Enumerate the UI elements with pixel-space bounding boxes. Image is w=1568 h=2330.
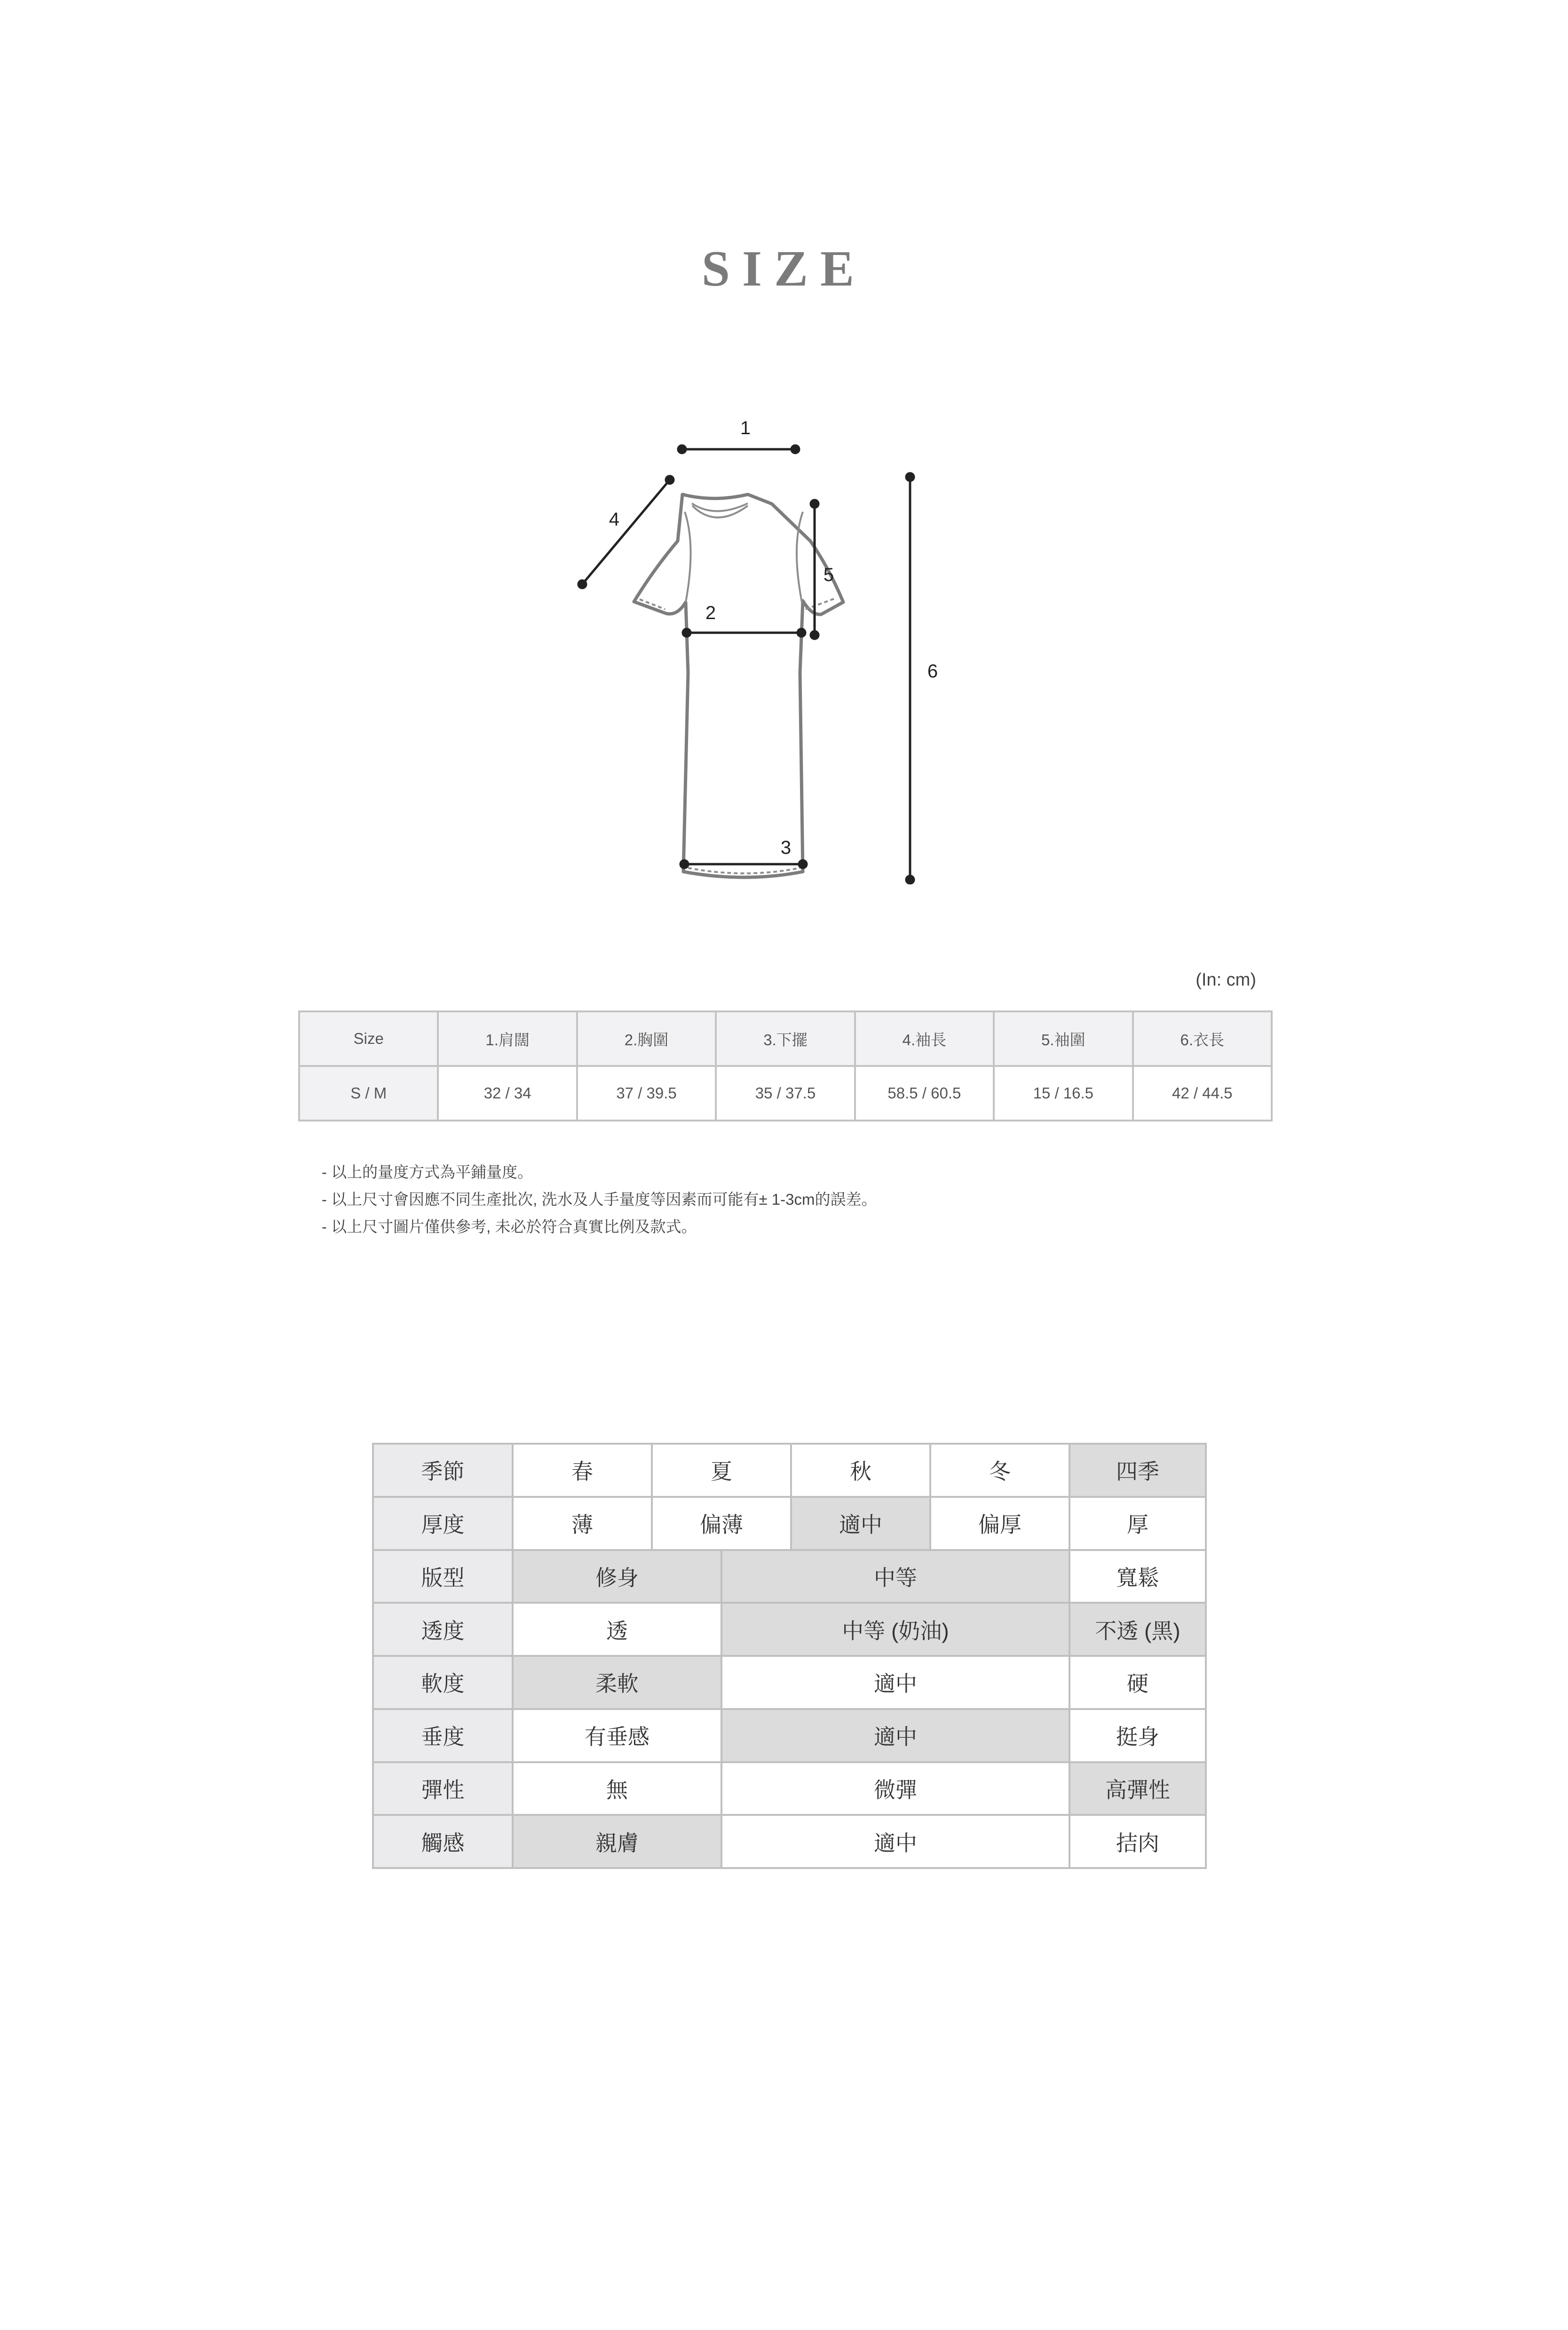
fabric-row-touch [373,1815,1206,1868]
fabric-option: 厚 [1069,1497,1206,1550]
fabric-option: 適中 [721,1656,1069,1709]
fabric-option-selected: 修身 [513,1550,721,1603]
fabric-option: 硬 [1069,1656,1206,1709]
fabric-row-label: 版型 [373,1550,513,1603]
size-header-cell: 3.下擺 [716,1011,855,1066]
fabric-row-label: 季節 [373,1444,513,1497]
size-cell: 35 / 37.5 [716,1066,855,1121]
fabric-option: 微彈 [721,1762,1069,1815]
size-header-cell: 6.衣長 [1133,1011,1272,1066]
measure-label-6: 6 [927,661,938,682]
fabric-option-selected: 親膚 [513,1815,721,1868]
fabric-option: 有垂感 [513,1709,721,1762]
left-armhole [685,512,691,602]
measure-label-1: 1 [740,418,751,438]
fabric-option-selected: 不透 (黑) [1069,1603,1206,1656]
size-cell: 42 / 44.5 [1133,1066,1272,1121]
fabric-option: 偏薄 [652,1497,791,1550]
size-table [298,1010,1273,1121]
note-line: - 以上尺寸會因應不同生產批次, 洗水及人手量度等因素而可能有± 1-3cm的誤差。 [322,1191,877,1208]
hem-stitch [688,868,800,874]
size-header-cell: 4.袖長 [855,1011,994,1066]
measure-label-3: 3 [780,837,792,858]
right-armhole [797,512,803,602]
measure-label-4: 4 [609,509,620,530]
fabric-row-thickness [373,1497,1206,1550]
note-line: - 以上尺寸圖片僅供參考, 未必於符合真實比例及款式。 [322,1218,697,1235]
fabric-option: 透 [513,1603,721,1656]
size-cell: 58.5 / 60.5 [855,1066,994,1121]
fabric-option: 秋 [791,1444,930,1497]
size-header-cell: 1.肩闊 [438,1011,577,1066]
fabric-row-season [373,1444,1206,1497]
fabric-option: 適中 [721,1815,1069,1868]
fabric-row-fit [373,1550,1206,1603]
note-line: - 以上的量度方式為平鋪量度。 [322,1163,533,1181]
fabric-row-elasticity [373,1762,1206,1815]
size-header-cell: 2.胸圍 [577,1011,716,1066]
size-cell: 15 / 16.5 [994,1066,1132,1121]
fabric-option: 寬鬆 [1069,1550,1206,1603]
collar-inner [692,503,748,511]
measurement-notes [322,1159,877,1241]
tshirt-outline [634,494,843,877]
unit-label: (In: cm) [1196,970,1256,990]
fabric-option-selected: 中等 (奶油) [721,1603,1069,1656]
fabric-option: 無 [513,1762,721,1815]
size-header-cell: 5.袖圍 [994,1011,1132,1066]
size-cell: 37 / 39.5 [577,1066,716,1121]
page-title: SIZE [701,241,867,297]
fabric-option-selected: 適中 [791,1497,930,1550]
fabric-row-transparency [373,1603,1206,1656]
fabric-option-selected: 高彈性 [1069,1762,1206,1815]
fabric-option: 薄 [513,1497,652,1550]
fabric-option-selected: 柔軟 [513,1656,721,1709]
fabric-row-label: 彈性 [373,1762,513,1815]
fabric-row-drape [373,1709,1206,1762]
fabric-option: 拮肉 [1069,1815,1206,1868]
fabric-option: 偏厚 [930,1497,1069,1550]
fabric-property-table [372,1443,1207,1869]
fabric-row-softness [373,1656,1206,1709]
fabric-option-selected: 中等 [721,1550,1069,1603]
size-table-header-row [299,1011,1272,1066]
size-table-row [299,1066,1272,1121]
fabric-row-label: 垂度 [373,1709,513,1762]
fabric-option-selected: 適中 [721,1709,1069,1762]
fabric-row-label: 觸感 [373,1815,513,1868]
measure-label-5: 5 [823,565,834,585]
size-header-cell: Size [299,1011,438,1066]
size-cell: S / M [299,1066,438,1121]
fabric-option: 冬 [930,1444,1069,1497]
fabric-row-label: 厚度 [373,1497,513,1550]
size-cell: 32 / 34 [438,1066,577,1121]
fabric-row-label: 透度 [373,1603,513,1656]
fabric-option: 夏 [652,1444,791,1497]
fabric-option: 春 [513,1444,652,1497]
fabric-row-label: 軟度 [373,1656,513,1709]
tshirt-measurement-diagram [555,409,1063,884]
fabric-option-selected: 四季 [1069,1444,1206,1497]
measure-label-2: 2 [705,603,716,623]
fabric-option: 挺身 [1069,1709,1206,1762]
